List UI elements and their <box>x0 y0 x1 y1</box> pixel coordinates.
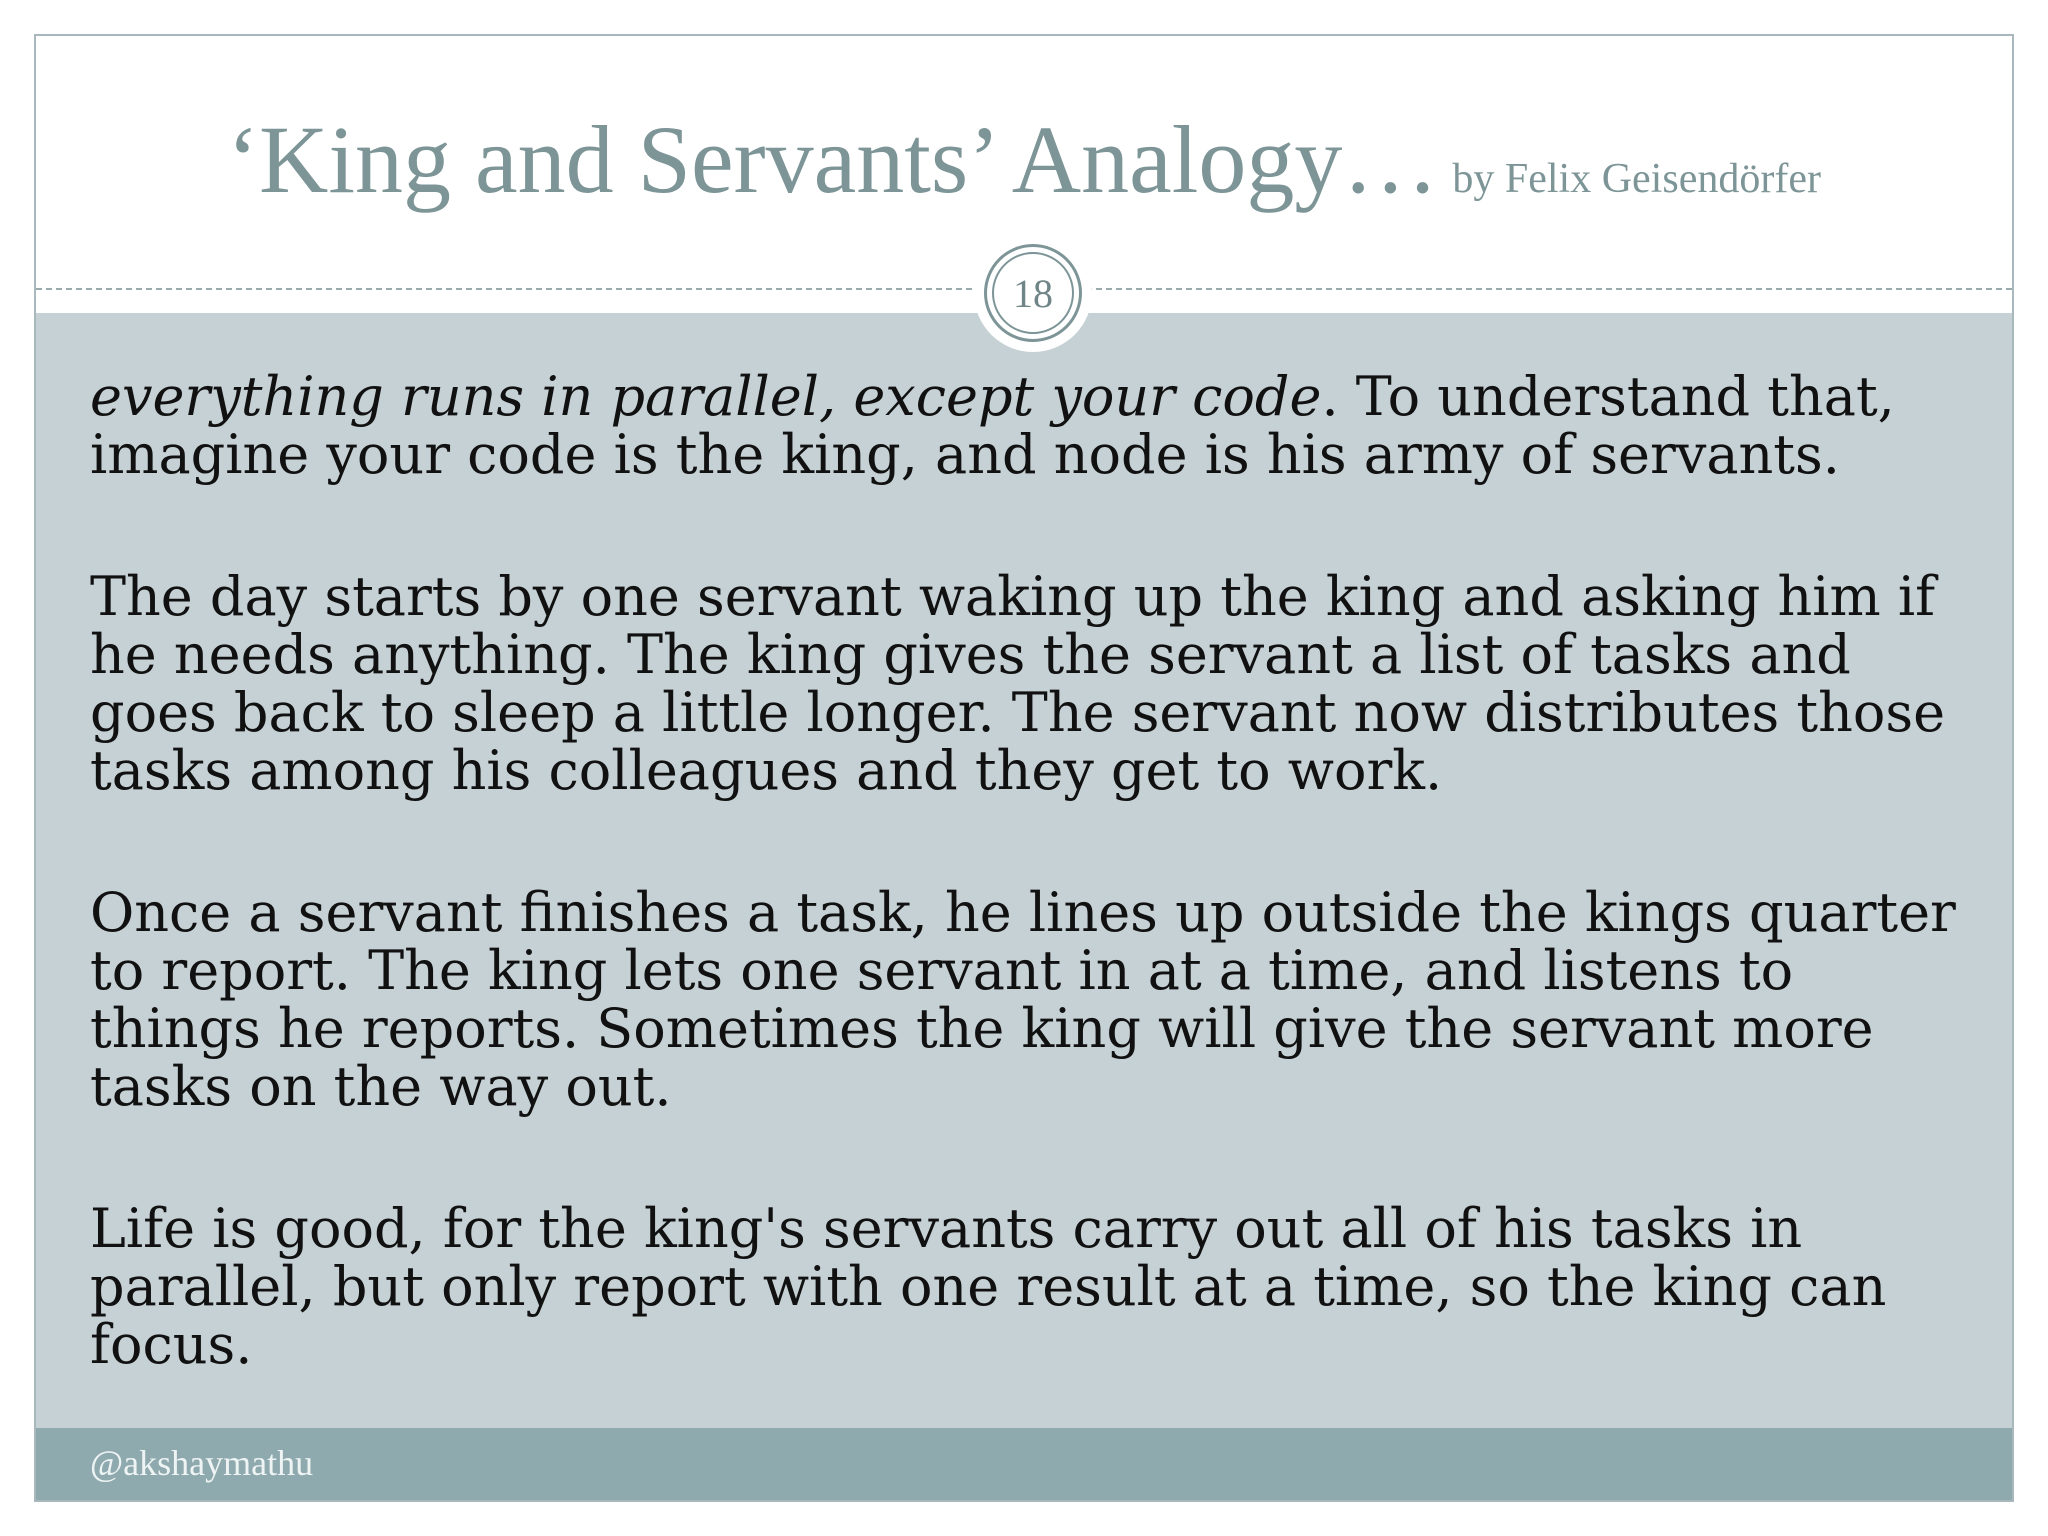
paragraph-4: Life is good, for the king's servants carry out all of his tasks in parallel, but only report with one result at a time, so the king can focus. <box>90 1197 1887 1376</box>
footer-bar <box>36 1428 2012 1500</box>
title-subtitle: by Felix Geisendörfer <box>1452 156 1821 202</box>
badge-ring <box>984 244 1082 342</box>
slide <box>34 34 2014 1502</box>
paragraph-3: Once a servant finishes a task, he lines up outside the kings quarter to report. The king lets one servant in at a time, and listens to things he reports. Sometimes the king will give the servant more tasks on the way out. <box>90 881 1956 1118</box>
slide-body <box>90 365 1970 1458</box>
paragraph-1-rest: . To understand that, imagine your code is the king, and node is his army of servants. <box>90 365 1895 486</box>
paragraph-1 <box>90 365 1970 486</box>
paragraph-1-italic: everything runs in parallel, except your code <box>90 365 1322 428</box>
slide-title <box>36 104 2012 215</box>
footer-handle: @akshaymathu <box>90 1443 314 1483</box>
title-main: ‘King and Servants’ Analogy… <box>227 106 1439 213</box>
page-number: 18 <box>992 252 1074 334</box>
page-number-badge <box>974 234 1092 352</box>
paragraph-2: The day starts by one servant waking up the king and asking him if he needs anything. The king gives the servant a list of tasks and goes back to sleep a little longer. The servant now distributes those tasks among his colleagues and they get to work. <box>90 565 1946 802</box>
